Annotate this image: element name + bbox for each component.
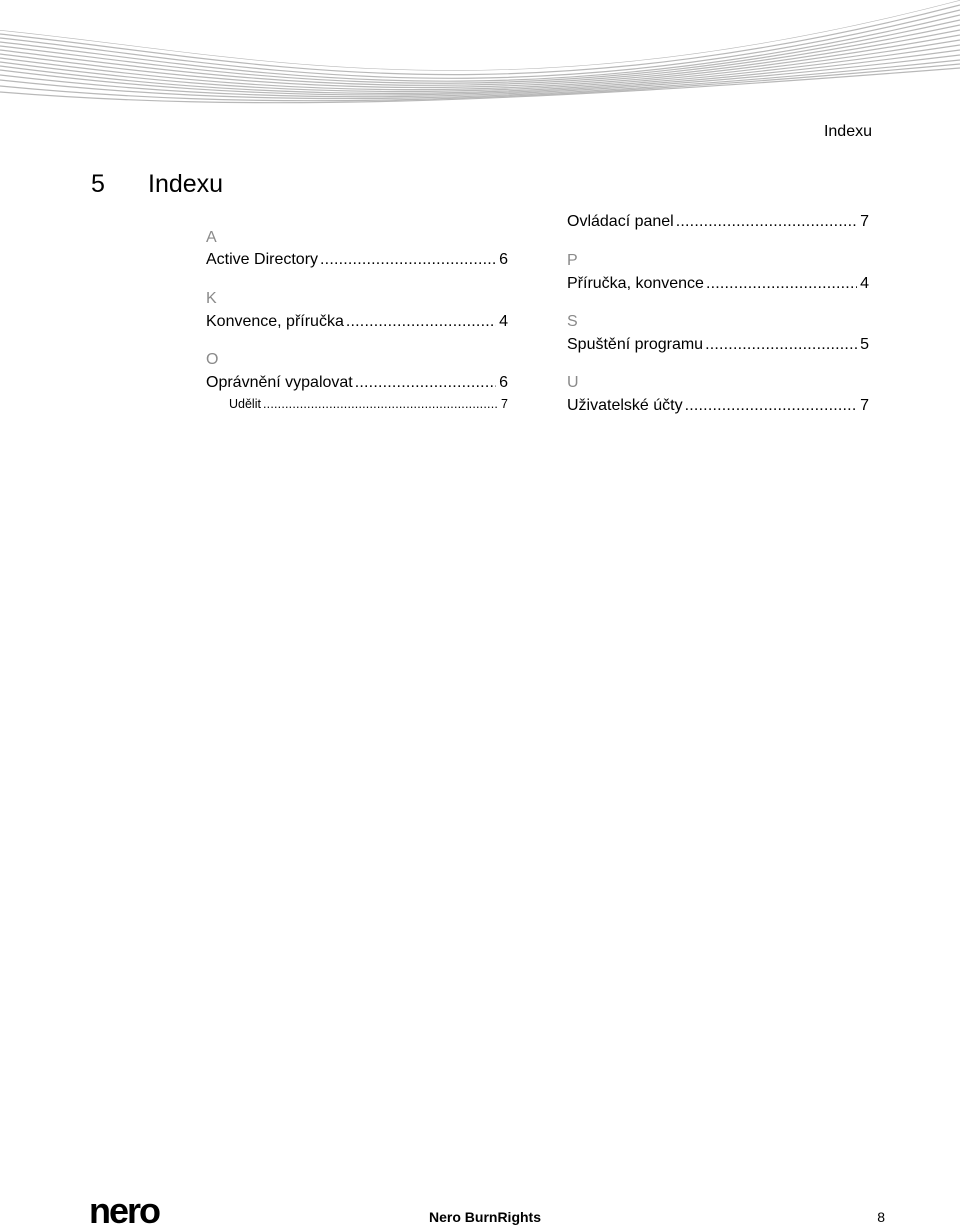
index-entry-page: 4 — [499, 313, 508, 330]
chapter-number: 5 — [91, 170, 105, 198]
index-entry-active-directory[interactable] — [206, 251, 508, 269]
index-entry-label: Oprávnění vypalovat — [206, 374, 353, 391]
index-group-letter-a: A — [206, 229, 217, 246]
nero-logo — [89, 1196, 193, 1228]
index-entry-label: Spuštění programu — [567, 336, 704, 353]
index-group-letter-u: U — [567, 374, 579, 391]
index-entry-page: 7 — [501, 397, 508, 411]
index-group-letter-s: S — [567, 313, 578, 330]
leader-dots — [705, 336, 857, 354]
footer-product-name: Nero BurnRights — [429, 1209, 541, 1225]
leader-dots — [685, 397, 858, 415]
index-entry-label: Příručka, konvence — [567, 275, 704, 292]
index-subentry-udelit[interactable] — [229, 397, 508, 411]
index-entry-label: Udělit — [229, 397, 261, 411]
index-entry-opravneni-vypalovat[interactable] — [206, 374, 508, 392]
index-entry-spusteni-programu[interactable] — [567, 336, 869, 354]
index-entry-page: 7 — [860, 397, 869, 414]
running-header-title: Indexu — [823, 123, 872, 140]
leader-dots — [706, 275, 857, 293]
leader-dots — [676, 213, 857, 231]
index-group-letter-o: O — [206, 351, 219, 368]
index-entry-prirucka-konvence[interactable] — [567, 275, 869, 293]
leader-dots — [346, 313, 496, 331]
index-group-letter-p: P — [567, 252, 578, 269]
leader-dots — [320, 251, 496, 269]
leader-dots — [355, 374, 496, 392]
index-entry-uzivatelske-ucty[interactable] — [567, 397, 869, 415]
chapter-title: Indexu — [148, 170, 224, 198]
index-entry-page: 5 — [860, 336, 869, 353]
index-entry-page: 6 — [499, 251, 508, 268]
index-entry-page: 4 — [860, 275, 869, 292]
svg-text:nero: nero — [89, 1196, 160, 1228]
index-group-letter-k: K — [206, 290, 217, 307]
index-entry-label: Ovládací panel — [567, 213, 674, 230]
footer-page-number: 8 — [877, 1209, 885, 1225]
index-entry-label: Konvence, příručka — [206, 313, 344, 330]
chapter-heading — [91, 170, 223, 199]
leader-dots — [263, 397, 498, 411]
index-entry-ovladaci-panel[interactable] — [567, 213, 869, 231]
index-entry-page: 7 — [860, 213, 869, 230]
index-entry-page: 6 — [499, 374, 508, 391]
index-entry-label: Active Directory — [206, 251, 319, 268]
index-entry-konvence-prirucka[interactable] — [206, 313, 508, 331]
header-swoosh-decoration — [0, 0, 960, 125]
index-entry-label: Uživatelské účty — [567, 397, 683, 414]
